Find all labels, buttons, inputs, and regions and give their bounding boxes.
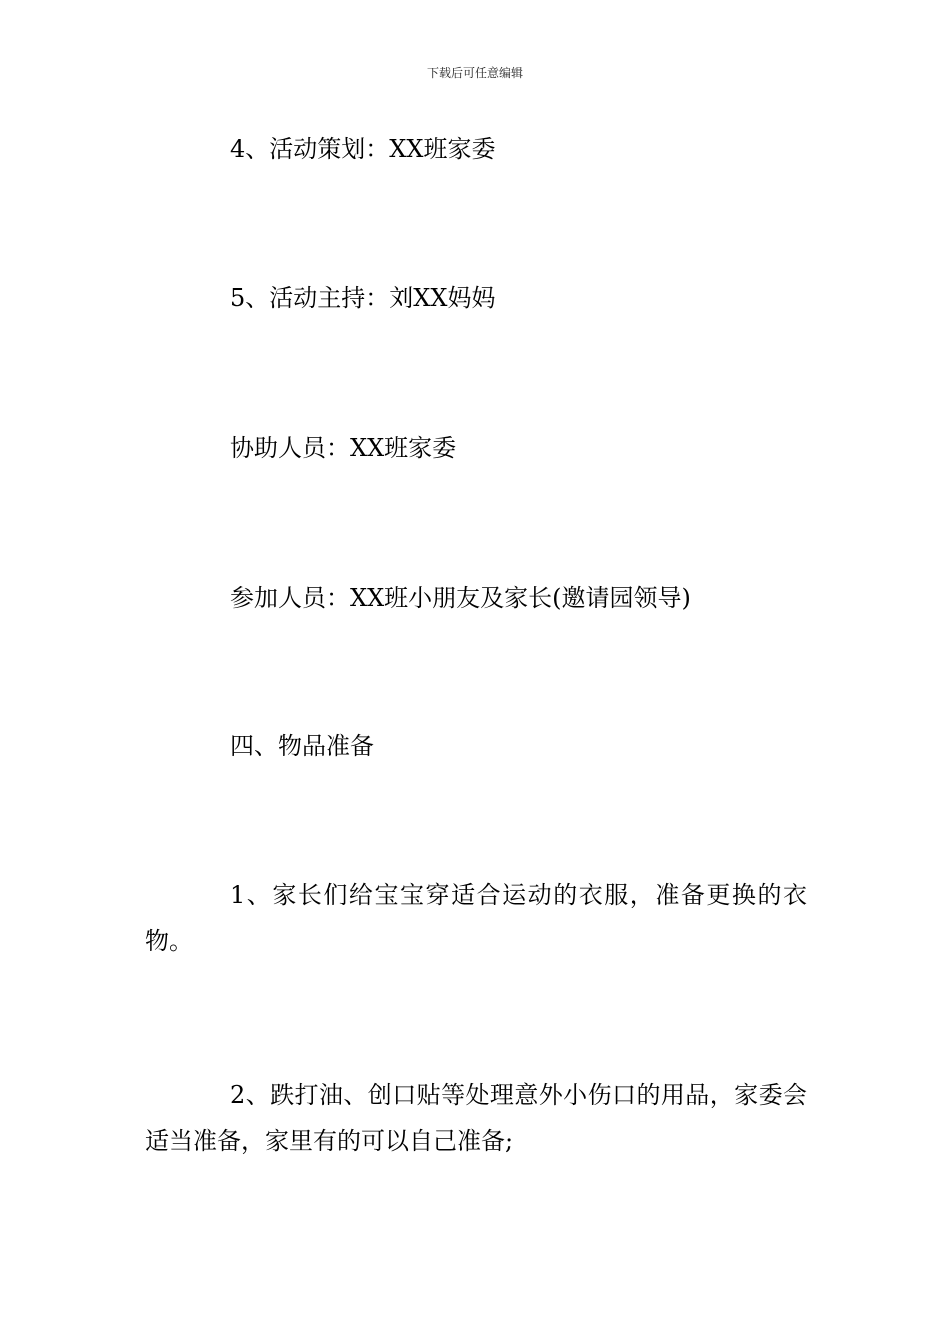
paragraph-activity-host: 5、活动主持：刘XX妈妈 <box>230 284 496 312</box>
paragraph-supplies-clothing: 1、家长们给宝宝穿适合运动的衣服，准备更换的衣物。 <box>145 881 807 955</box>
page-header: 下载后可任意编辑 <box>426 66 523 80</box>
paragraph-assistants: 协助人员：XX班家委 <box>230 434 457 462</box>
paragraph-supplies-firstaid: 2、跌打油、创口贴等处理意外小伤口的用品，家委会适当准备，家里有的可以自己准备; <box>145 1081 807 1155</box>
paragraph-participants: 参加人员：XX班小朋友及家长(邀请园领导) <box>230 584 691 612</box>
paragraph-activity-planning: 4、活动策划：XX班家委 <box>230 135 496 163</box>
section-heading-supplies: 四、物品准备 <box>230 732 374 760</box>
